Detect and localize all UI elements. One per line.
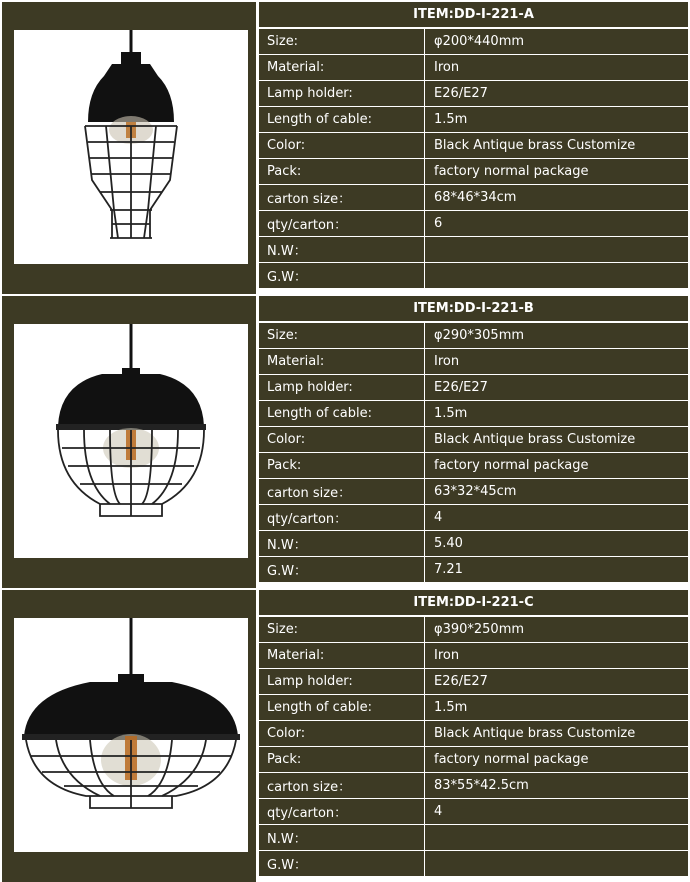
spec-row-lamp-holder [259,375,688,400]
spec-value: 7.21 [424,557,688,582]
spec-value: factory normal package [424,453,688,478]
spec-row-material [259,55,688,80]
pendant-lamp-tall-cage-icon [14,30,248,264]
spec-row-net-weight [259,237,688,262]
spec-label: Pack: [267,458,302,473]
spec-value: 63*32*45cm [424,479,688,504]
spec-row-cable-length [259,695,688,720]
spec-table [259,296,688,588]
spec-label: Size: [267,328,299,343]
spec-label: Pack: [267,752,302,767]
spec-value: Iron [424,55,688,80]
spec-row-carton-size [259,773,688,798]
spec-label: Lamp holder: [267,380,353,395]
spec-label: G.W： [267,564,308,579]
spec-row-color [259,427,688,452]
spec-label: Color: [267,432,306,447]
spec-label: G.W： [267,270,308,285]
spec-table [259,2,688,294]
product-block-b [2,296,688,588]
spec-label: qty/carton： [267,512,348,527]
spec-label: N.W： [267,832,307,847]
product-block-c [2,590,688,882]
spec-value [424,851,688,876]
spec-label: carton size： [267,780,352,795]
spec-row-qty-carton [259,211,688,236]
spec-table [259,590,688,882]
spec-row-pack [259,747,688,772]
spec-label: qty/carton： [267,806,348,821]
spec-value: Iron [424,349,688,374]
spec-label: Length of cable: [267,406,372,421]
spec-label: Size: [267,34,299,49]
spec-row-pack [259,159,688,184]
spec-value: factory normal package [424,159,688,184]
spec-row-size [259,323,688,348]
spec-label: Length of cable: [267,700,372,715]
spec-label: N.W： [267,538,307,553]
spec-label: Length of cable: [267,112,372,127]
spec-row-pack [259,453,688,478]
spec-value: 5.40 [424,531,688,556]
spec-value: 4 [424,799,688,824]
spec-value: 1.5m [424,107,688,132]
spec-label: qty/carton： [267,218,348,233]
spec-value [424,263,688,288]
spec-label: Size: [267,622,299,637]
spec-row-lamp-holder [259,81,688,106]
spec-value: φ200*440mm [424,29,688,54]
spec-row-color [259,133,688,158]
spec-row-carton-size [259,185,688,210]
spec-value: φ390*250mm [424,617,688,642]
spec-label: Material: [267,60,325,75]
item-code: ITEM:DD-I-221-C [259,590,688,615]
spec-value: E26/E27 [424,81,688,106]
spec-row-material [259,349,688,374]
spec-row-cable-length [259,107,688,132]
spec-row-carton-size [259,479,688,504]
spec-row-size [259,617,688,642]
spec-value: E26/E27 [424,375,688,400]
spec-row-cable-length [259,401,688,426]
spec-row-qty-carton [259,505,688,530]
spec-row-gross-weight [259,557,688,582]
spec-row-gross-weight [259,263,688,288]
spec-value: 1.5m [424,695,688,720]
spec-value: Iron [424,643,688,668]
spec-row-material [259,643,688,668]
spec-row-gross-weight [259,851,688,876]
item-code: ITEM:DD-I-221-A [259,2,688,27]
pendant-lamp-wide-cage-icon [14,618,248,852]
product-photo-cell [2,2,256,294]
spec-label: Color: [267,138,306,153]
spec-value: 68*46*34cm [424,185,688,210]
item-code: ITEM:DD-I-221-B [259,296,688,321]
spec-label: N.W： [267,244,307,259]
spec-value: 1.5m [424,401,688,426]
spec-label: Lamp holder: [267,674,353,689]
spec-row-net-weight [259,531,688,556]
spec-label: carton size： [267,192,352,207]
spec-value [424,825,688,850]
spec-label: carton size： [267,486,352,501]
spec-value: factory normal package [424,747,688,772]
spec-label: Lamp holder: [267,86,353,101]
spec-row-color [259,721,688,746]
spec-value: 4 [424,505,688,530]
spec-value: E26/E27 [424,669,688,694]
spec-label: Pack: [267,164,302,179]
pendant-lamp-round-cage-icon [14,324,248,558]
spec-row-lamp-holder [259,669,688,694]
spec-value: 6 [424,211,688,236]
spec-label: Material: [267,354,325,369]
spec-row-size [259,29,688,54]
spec-value: Black Antique brass Customize [424,427,688,452]
spec-value: Black Antique brass Customize [424,133,688,158]
product-photo-cell [2,590,256,882]
spec-label: Color: [267,726,306,741]
product-photo-cell [2,296,256,588]
spec-value: 83*55*42.5cm [424,773,688,798]
spec-row-net-weight [259,825,688,850]
spec-label: G.W： [267,858,308,873]
product-block-a [2,2,688,294]
spec-label: Material: [267,648,325,663]
spec-value: Black Antique brass Customize [424,721,688,746]
spec-value: φ290*305mm [424,323,688,348]
spec-row-qty-carton [259,799,688,824]
spec-value [424,237,688,262]
